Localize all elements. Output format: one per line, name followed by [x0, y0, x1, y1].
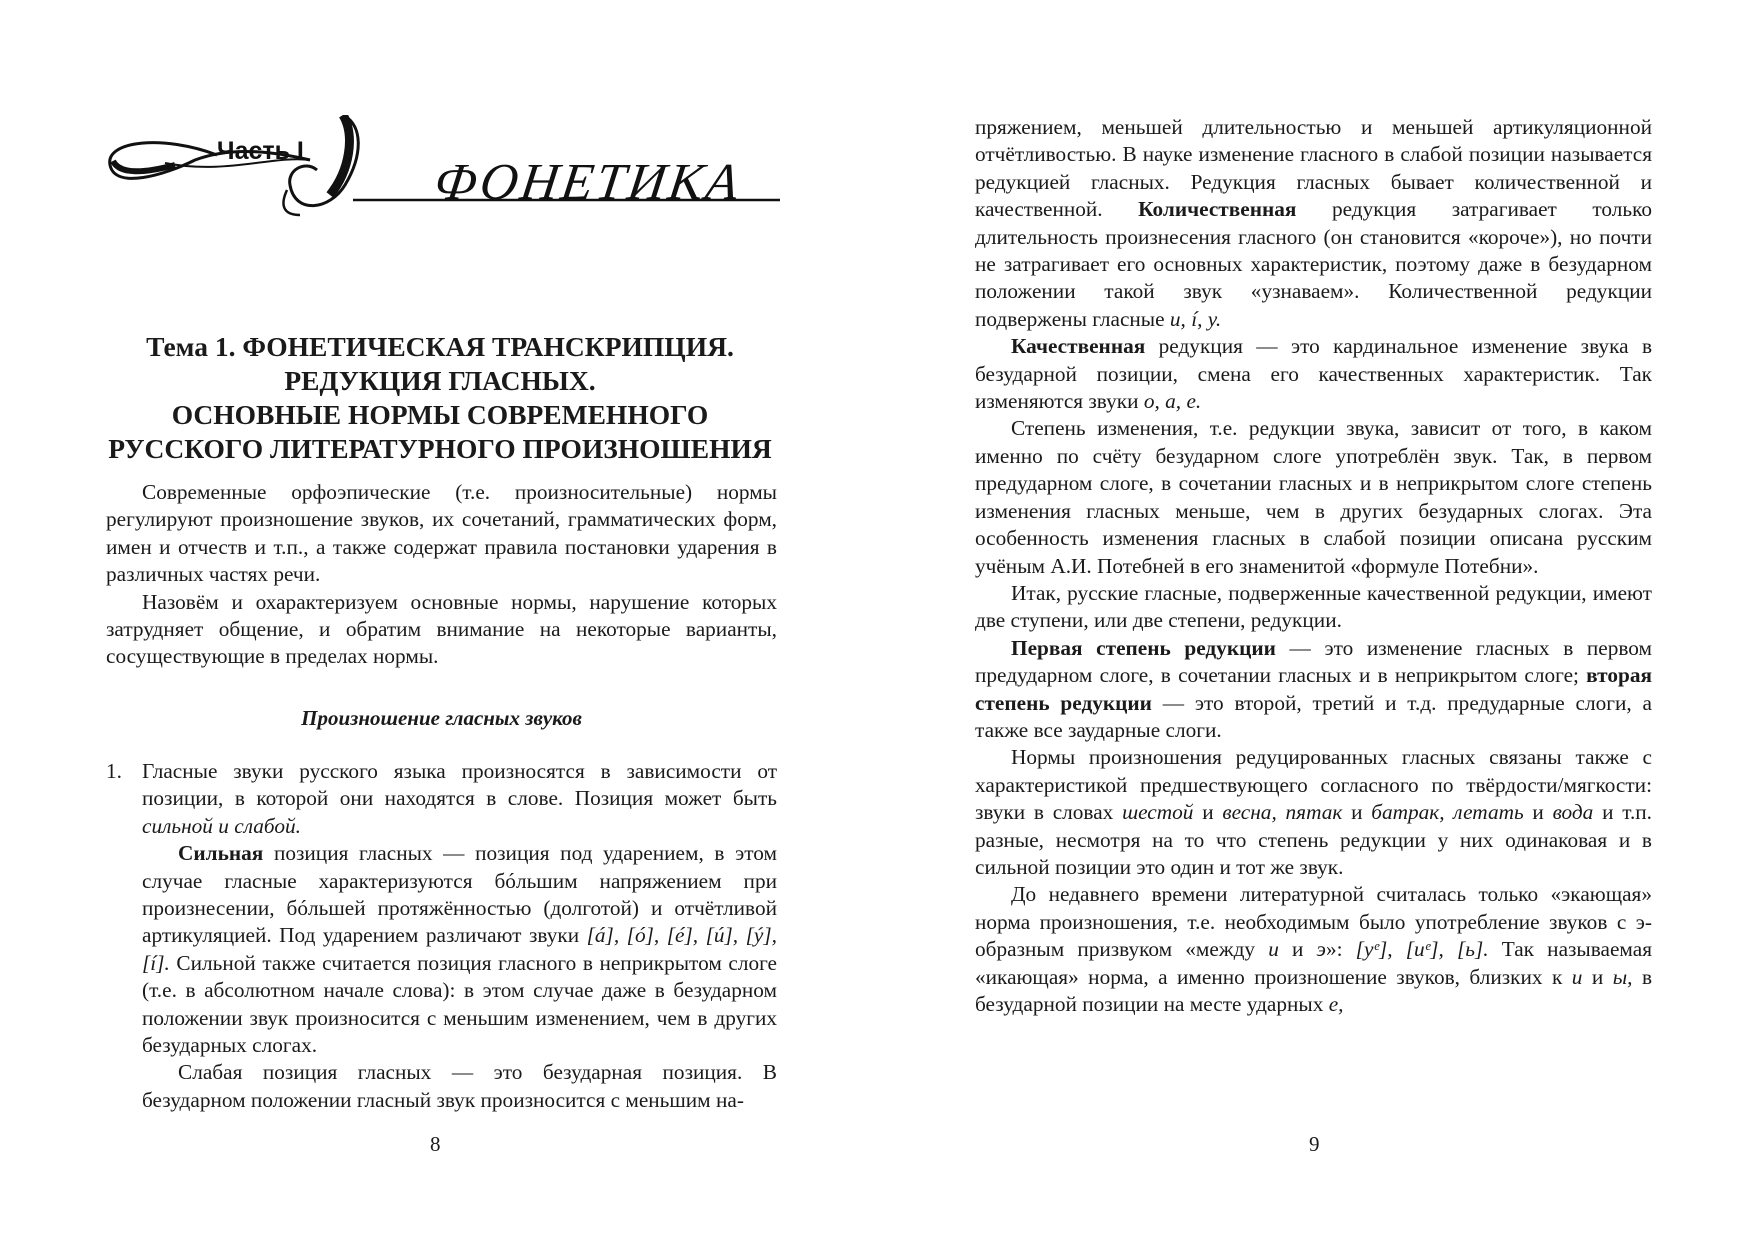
text-run: — это второй, третий и т.д. предударные слоги, а также все заударные слоги.	[975, 690, 1652, 742]
right-page	[874, 0, 1749, 1241]
bold-run: Качественная	[1011, 334, 1146, 359]
italic-run: и	[1571, 964, 1583, 989]
text-run: До недавнего времени литературной считалась только «экающая» норма произношения, т.е. необходимым было употребление звуков с э-образным призвуком «между	[975, 882, 1652, 962]
page-number: 9	[1309, 1132, 1320, 1156]
chapter-title-line: РУССКОГО ЛИТЕРАТУРНОГО ПРОИЗНОШЕНИЯ	[108, 433, 772, 464]
list-body	[142, 758, 777, 1114]
bold-run: Сильная	[178, 841, 264, 866]
paragraph: Назовём и охарактеризуем основные нормы, нарушение которых затрудняет общение, и обратим внимание на некоторые варианты, сосуществующие в пределах нормы.	[106, 589, 777, 669]
italic-run: весна, пятак	[1222, 800, 1343, 825]
italic-run: сильной и слабой.	[142, 813, 301, 838]
text-run: и	[1342, 800, 1372, 825]
text-run: позиция гласных — позиция под ударением, в этом случае гласные характеризуются бóльшим напряжением при произнесении, бóльшей протяжённостью (долготой) и отчётливой артикуляцией. Под ударением различают звуки	[142, 841, 777, 948]
italic-run: ы,	[1612, 964, 1633, 989]
paragraph	[142, 840, 777, 1059]
chapter-title-line: Тема 1. ФОНЕТИЧЕСКАЯ ТРАНСКРИПЦИЯ.	[146, 331, 734, 362]
paragraph	[975, 744, 1652, 881]
text-run: Нормы произношения редуцированных гласных связаны также с характеристикой предшествующего согласного по твёрдости/мягкости: звуки в словах	[975, 745, 1652, 825]
paragraph: Степень изменения, т.е. редукции звука, зависит от того, в каком именно по счёту безударном слоге употреблён звук. Так, в первом предударном слоге, в сочетании гласных и в неприкрытом слоге степень изменения гласных меньше, чем в других безударных слогах. Эта особенность изменения гласных в слабой позиции описана русским учёным А.И. Потебней в его знаменитой «формуле Потебни».	[975, 416, 1652, 578]
part-title: ФОНЕТИКА	[430, 154, 746, 211]
bold-run: Первая степень редукции	[1011, 635, 1276, 660]
text-run: редукция затрагивает только длительность произнесения гласного (он становится «короче»), но почти не затрагивает его основных характеристик, поэтому даже в безударном положении такой звук «узнаваем». Количественной редукции подвержены гласные	[975, 197, 1652, 331]
paragraph	[975, 635, 1652, 745]
text-run: и т.п. разные, несмотря на то что степень редукции у них одинаковая и в сильной позиции это один и тот же звук.	[975, 800, 1653, 879]
text-run: и	[1582, 964, 1613, 989]
intro-text	[106, 479, 777, 671]
text-run: и	[1278, 937, 1317, 962]
italic-run: е,	[1328, 992, 1344, 1016]
text-run: Гласные звуки русского языка произносятся в зависимости от позиции, в которой они находятся в слове. Позиция может быть	[142, 759, 777, 811]
paragraph	[142, 758, 777, 840]
italic-run: о, а, е.	[1143, 389, 1202, 414]
text-run: и	[1193, 800, 1223, 825]
bold-run: вторая степень редукции	[975, 663, 1652, 715]
page-number: 8	[430, 1132, 441, 1156]
paragraph: Современные орфоэпические (т.е. произносительные) нормы регулируют произношение звуков, их сочетаний, грамматических форм, имен и отчеств и т.п., а также содержат правила постановки ударения в различных частях речи.	[106, 480, 777, 587]
part-label: Часть I	[217, 137, 304, 165]
paragraph: Итак, русские гласные, подверженные качественной редукции, имеют две ступени, или две степени, редукции.	[975, 580, 1652, 633]
list-number: 1.	[106, 759, 122, 783]
italic-run: батрак, летать	[1371, 800, 1524, 825]
text-run: Так называемая «икающая» норма, а именно произношение звуков, близких к	[975, 937, 1653, 989]
text-run: — это изменение гласных в первом предударном слоге, в сочетании гласных и в неприкрытом слоге;	[975, 635, 1652, 688]
text-run: »:	[1325, 937, 1356, 962]
text-run: и	[1523, 800, 1553, 825]
italic-run: [á], [ó], [é], [ú], [ý], [í].	[142, 923, 777, 975]
paragraph	[975, 333, 1652, 415]
text-run: редукция — это кардинальное изменение звука в безударной позиции, смена его качественных характеристик. Так изменяются звуки	[975, 334, 1652, 414]
italic-run: э	[1316, 937, 1326, 962]
chapter-title-line: РЕДУКЦИЯ ГЛАСНЫХ.	[284, 365, 596, 396]
paragraph	[975, 881, 1652, 1018]
paragraph	[975, 114, 1652, 333]
italic-run: шестой	[1122, 800, 1194, 825]
chapter-title-line: ОСНОВНЫЕ НОРМЫ СОВРЕМЕННОГО	[171, 399, 709, 430]
left-page	[0, 0, 874, 1241]
body-text	[975, 114, 1652, 1018]
text-run: в безударной позиции на месте ударных	[975, 964, 1652, 1016]
text-run: Сильной также считается позиция гласного в неприкрытом слоге (т.е. в абсолютном начале слова): в этом случае даже в безударном положении звук произносится с меньшим изменением, чем в других безударных слогах.	[142, 950, 777, 1058]
chapter-title	[100, 330, 780, 466]
italic-run: [уᵉ], [иᵉ], [ь].	[1355, 937, 1489, 962]
paragraph: Слабая позиция гласных — это безударная позиция. В безударном положении гласный звук произносится с меньшим на-	[142, 1060, 777, 1112]
bold-run: Количественная	[1138, 197, 1297, 222]
part-header	[105, 115, 780, 245]
italic-run: и	[1268, 937, 1279, 962]
section-heading: Произношение гласных звуков	[301, 706, 582, 730]
italic-run: вода	[1552, 800, 1594, 825]
text-run: пряжением, меньшей длительностью и меньшей артикуляционной отчётливостью. В науке изменение гласного в слабой позиции называется редукцией гласных. Редукция гласных бывает количественной и качественной.	[975, 115, 1652, 222]
italic-run: и, í, у.	[1169, 306, 1222, 331]
